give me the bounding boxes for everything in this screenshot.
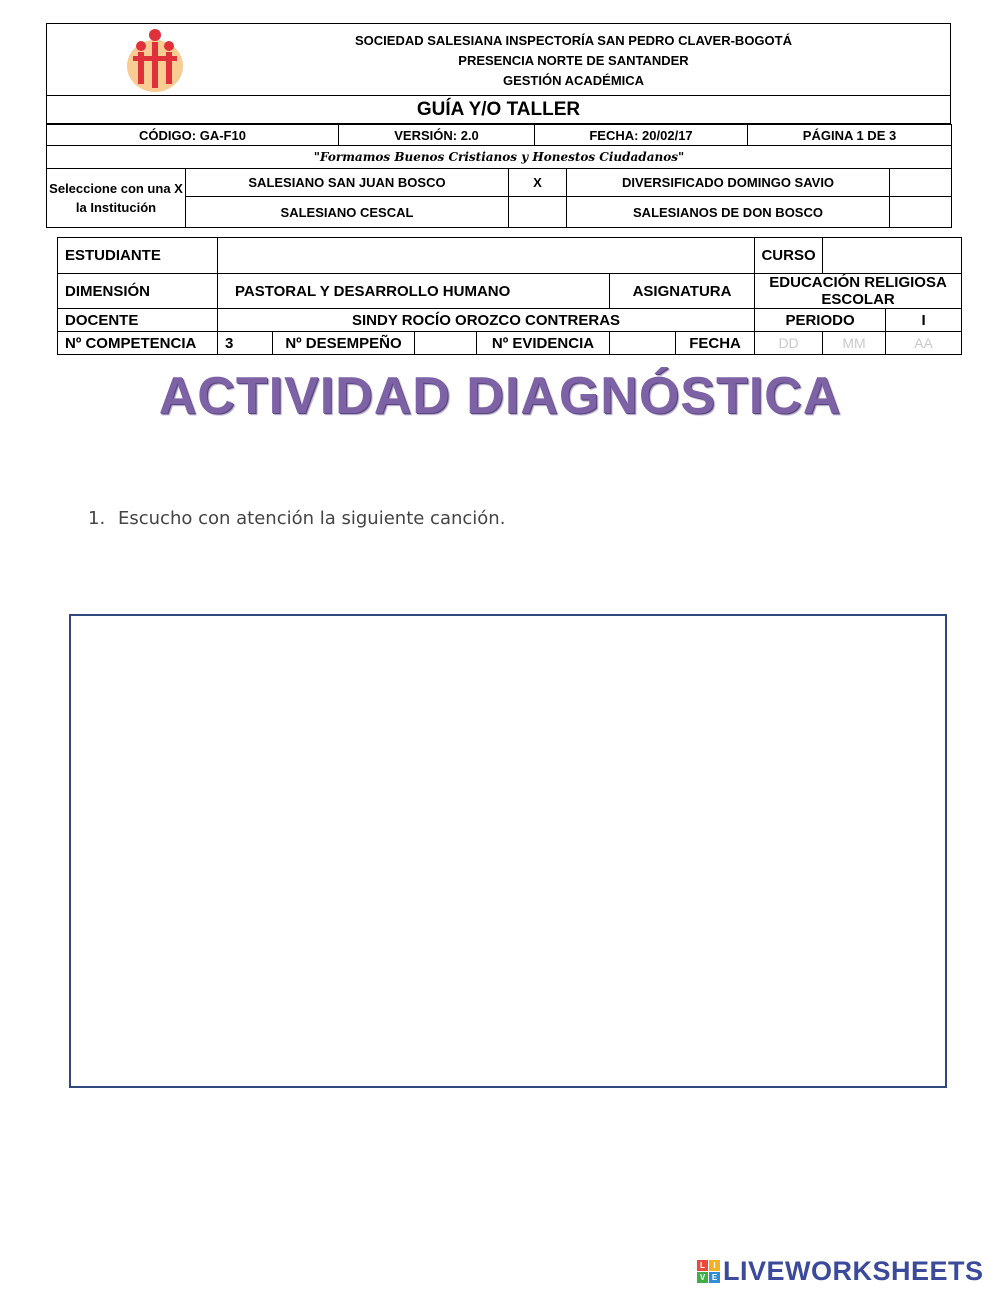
fecha-day-input[interactable]: DD <box>755 332 823 355</box>
periodo-label: PERIODO <box>755 309 886 332</box>
institution-option-1: SALESIANO SAN JUAN BOSCO <box>186 169 509 197</box>
dimension-label: DIMENSIÓN <box>58 274 218 309</box>
curso-label: CURSO <box>755 238 823 274</box>
brand-letter-l: L <box>697 1260 708 1271</box>
institution-mark-4[interactable] <box>890 197 952 228</box>
brand-letter-i: I <box>709 1260 720 1271</box>
liveworksheets-logo-icon <box>697 1260 720 1283</box>
institution-line-1: SOCIEDAD SALESIANA INSPECTORÍA SAN PEDRO CLAVER-BOGOTÁ <box>355 33 792 48</box>
institution-option-2: DIVERSIFICADO DOMINGO SAVIO <box>567 169 890 197</box>
institution-select-table <box>46 168 952 228</box>
estudiante-label: ESTUDIANTE <box>58 238 218 274</box>
evidencia-label: Nº EVIDENCIA <box>477 332 610 355</box>
instruction-item <box>88 508 505 529</box>
header-table <box>46 23 951 124</box>
codigo-cell: CÓDIGO: GA-F10 <box>47 125 339 146</box>
institution-option-3: SALESIANO CESCAL <box>186 197 509 228</box>
motto: "Formamos Buenos Cristianos y Honestos Ciudadanos" <box>47 146 952 169</box>
estudiante-input[interactable] <box>218 238 755 274</box>
fecha-month-input[interactable]: MM <box>823 332 886 355</box>
student-info-table <box>57 237 962 355</box>
institution-mark-3[interactable] <box>509 197 567 228</box>
fecha-label: FECHA <box>676 332 755 355</box>
salesian-logo <box>125 28 185 94</box>
institution-cell <box>47 24 951 96</box>
liveworksheets-brand <box>697 1256 984 1286</box>
instruction-number: 1. <box>88 508 106 529</box>
institution-line-3: GESTIÓN ACADÉMICA <box>502 73 645 88</box>
version-cell: VERSIÓN: 2.0 <box>339 125 535 146</box>
desempeno-input[interactable] <box>415 332 477 355</box>
dimension-value: PASTORAL Y DESARROLLO HUMANO <box>218 274 610 309</box>
instruction-text: Escucho con atención la siguiente canción. <box>118 508 506 529</box>
brand-letter-e: E <box>709 1272 720 1283</box>
select-label: Seleccione con una X la Institución <box>47 169 186 228</box>
asignatura-value: EDUCACIÓN RELIGIOSA ESCOLAR <box>755 274 962 309</box>
competencia-label: Nº COMPETENCIA <box>58 332 218 355</box>
fecha-cell: FECHA: 20/02/17 <box>535 125 748 146</box>
desempeno-label: Nº DESEMPEÑO <box>273 332 415 355</box>
asignatura-label: ASIGNATURA <box>610 274 755 309</box>
doc-meta-table <box>46 124 952 169</box>
doc-type-title: GUÍA Y/O TALLER <box>47 96 951 124</box>
activity-title: ACTIVIDAD DIAGNÓSTICA <box>158 367 842 425</box>
song-media-frame[interactable] <box>69 614 947 1088</box>
competencia-value: 3 <box>218 332 273 355</box>
institution-line-2: PRESENCIA NORTE DE SANTANDER <box>458 53 689 68</box>
periodo-value: I <box>886 309 962 332</box>
evidencia-input[interactable] <box>610 332 676 355</box>
institution-option-4: SALESIANOS DE DON BOSCO <box>567 197 890 228</box>
brand-letter-v: V <box>697 1272 708 1283</box>
brand-wordmark: LIVEWORKSHEETS <box>723 1255 984 1286</box>
docente-value: SINDY ROCÍO OROZCO CONTRERAS <box>218 309 755 332</box>
fecha-year-input[interactable]: AA <box>886 332 962 355</box>
docente-label: DOCENTE <box>58 309 218 332</box>
institution-mark-2[interactable] <box>890 169 952 197</box>
curso-input[interactable] <box>823 238 962 274</box>
pagina-cell: PÁGINA 1 DE 3 <box>748 125 952 146</box>
institution-mark-1[interactable]: X <box>509 169 567 197</box>
